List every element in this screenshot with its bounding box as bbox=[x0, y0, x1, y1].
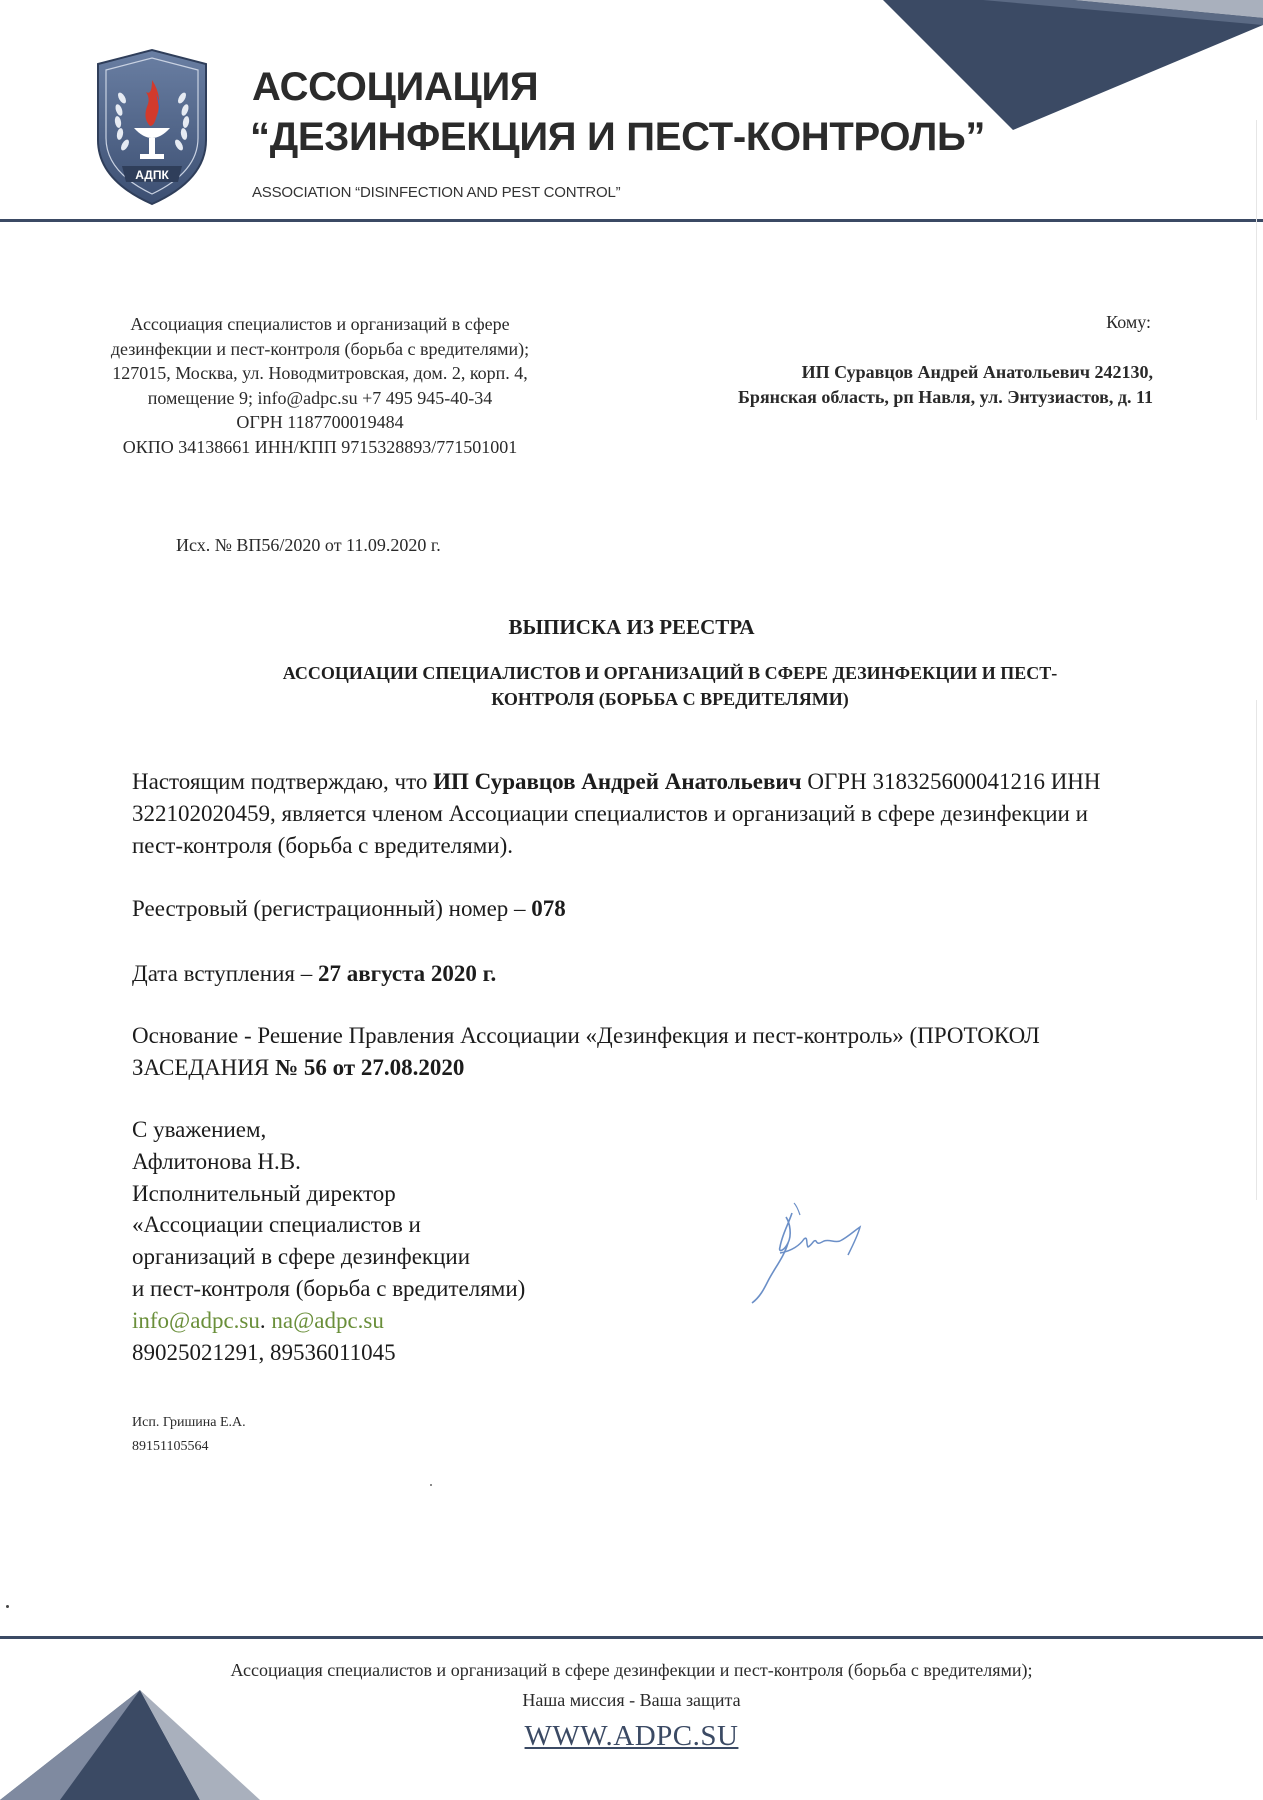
signoff-block bbox=[132, 1114, 1142, 1368]
p1-suffix: ОГРН 318325600041216 ИНН 322102020459, является членом Ассоциации специалистов и организаций в сфере дезинфекции и пест-контроля (борьба с вредителями). bbox=[132, 769, 1101, 858]
scan-artifact bbox=[1256, 700, 1257, 1200]
executor-phone: 89151105564 bbox=[132, 1439, 209, 1454]
signer-emails bbox=[132, 1305, 1142, 1337]
executor-name: Исп. Гришина Е.А. bbox=[132, 1415, 246, 1430]
footer-mission: Наша миссия - Ваша защита bbox=[522, 1690, 741, 1710]
email-link-info[interactable]: info@adpc.su bbox=[132, 1307, 260, 1333]
subtitle-line2: КОНТРОЛЯ (БОРЬБА С ВРЕДИТЕЛЯМИ) bbox=[491, 689, 849, 709]
subtitle-line1: АССОЦИАЦИИ СПЕЦИАЛИСТОВ И ОРГАНИЗАЦИЙ В СФЕРЕ ДЕЗИНФЕКЦИИ И ПЕСТ- bbox=[282, 663, 1058, 683]
org-name-english: ASSOCIATION “DISINFECTION AND PEST CONTROL” bbox=[252, 184, 621, 201]
outgoing-reference: Исх. № ВП56/2020 от 11.09.2020 г. bbox=[176, 535, 441, 555]
email-separator: . bbox=[259, 1307, 272, 1333]
footer-website-link[interactable]: WWW.ADPC.SU bbox=[524, 1720, 739, 1752]
document-title: ВЫПИСКА ИЗ РЕЕСТРА bbox=[508, 615, 755, 639]
basis-text: Основание - Решение Правления Ассоциации «Дезинфекция и пест-контроль» (ПРОТОКОЛ ЗАСЕДАНИЯ bbox=[132, 1023, 1040, 1080]
document-subtitle bbox=[200, 660, 1140, 712]
org-title-line1: АССОЦИАЦИЯ bbox=[252, 65, 539, 109]
corner-decoration-bottom-left bbox=[0, 1690, 260, 1800]
registry-number-paragraph bbox=[132, 893, 1142, 925]
sender-line: помещение 9; info@adpc.su +7 495 945-40-34 bbox=[147, 387, 493, 408]
entry-date-paragraph bbox=[132, 958, 1142, 990]
signer-org-line: «Ассоциации специалистов и bbox=[132, 1212, 421, 1238]
footer-divider bbox=[0, 1636, 1263, 1639]
sender-line: ОКПО 34138661 ИНН/КПП 9715328893/771501001 bbox=[122, 436, 518, 457]
signer-org-line: и пест-контроля (борьба с вредителями) bbox=[132, 1275, 526, 1301]
signer-org-line: организаций в сфере дезинфекции bbox=[132, 1244, 471, 1270]
signer-phones: 89025021291, 89536011045 bbox=[132, 1339, 396, 1365]
p1-prefix: Настоящим подтверждаю, что bbox=[132, 769, 434, 794]
sender-line: Ассоциация специалистов и организаций в сфере bbox=[130, 314, 510, 334]
header-divider bbox=[0, 219, 1263, 222]
entry-label: Дата вступления – bbox=[132, 961, 318, 986]
recipient-line2: Брянская область, рп Навля, ул. Энтузиастов, д. 11 bbox=[738, 387, 1153, 407]
sender-line: дезинфекции и пест-контроля (борьба с вредителями); bbox=[110, 338, 530, 359]
recipient-line1: ИП Суравцов Андрей Анатольевич 242130, bbox=[801, 362, 1153, 382]
greeting: С уважением, bbox=[132, 1117, 267, 1142]
signer-position: Исполнительный директор bbox=[132, 1180, 396, 1206]
handwritten-signature bbox=[730, 1195, 900, 1305]
registry-label: Реестровый (регистрационный) номер – bbox=[132, 896, 532, 921]
recipient-block bbox=[593, 360, 1153, 410]
registry-number: 078 bbox=[531, 896, 566, 921]
confirmation-paragraph bbox=[132, 766, 1142, 862]
sender-block bbox=[60, 312, 580, 459]
scan-speck bbox=[6, 1605, 9, 1608]
member-name: ИП Суравцов Андрей Анатольевич bbox=[433, 769, 802, 794]
executor-block bbox=[132, 1411, 246, 1459]
org-title-line2: “ДЕЗИНФЕКЦИЯ И ПЕСТ-КОНТРОЛЬ” bbox=[250, 115, 986, 159]
sender-line: 127015, Москва, ул. Новодмитровская, дом. 2, корп. 4, bbox=[112, 363, 528, 383]
entry-date: 27 августа 2020 г. bbox=[317, 961, 497, 986]
signer-name: Афлитонова Н.В. bbox=[132, 1148, 301, 1174]
basis-paragraph bbox=[132, 1020, 1142, 1084]
email-link-na[interactable]: na@adpc.su bbox=[271, 1307, 384, 1333]
logo-text: АДПК bbox=[135, 168, 169, 182]
organization-title bbox=[250, 62, 985, 162]
association-logo bbox=[92, 48, 212, 208]
sender-line: ОГРН 1187700019484 bbox=[236, 412, 404, 432]
scan-speck bbox=[430, 1484, 432, 1486]
scan-artifact bbox=[1256, 120, 1257, 420]
footer-organization: Ассоциация специалистов и организаций в сфере дезинфекции и пест-контроля (борьба с вредителями); bbox=[230, 1660, 1033, 1680]
recipient-label: Кому: bbox=[1106, 312, 1151, 332]
basis-protocol: № 56 от 27.08.2020 bbox=[275, 1055, 465, 1080]
